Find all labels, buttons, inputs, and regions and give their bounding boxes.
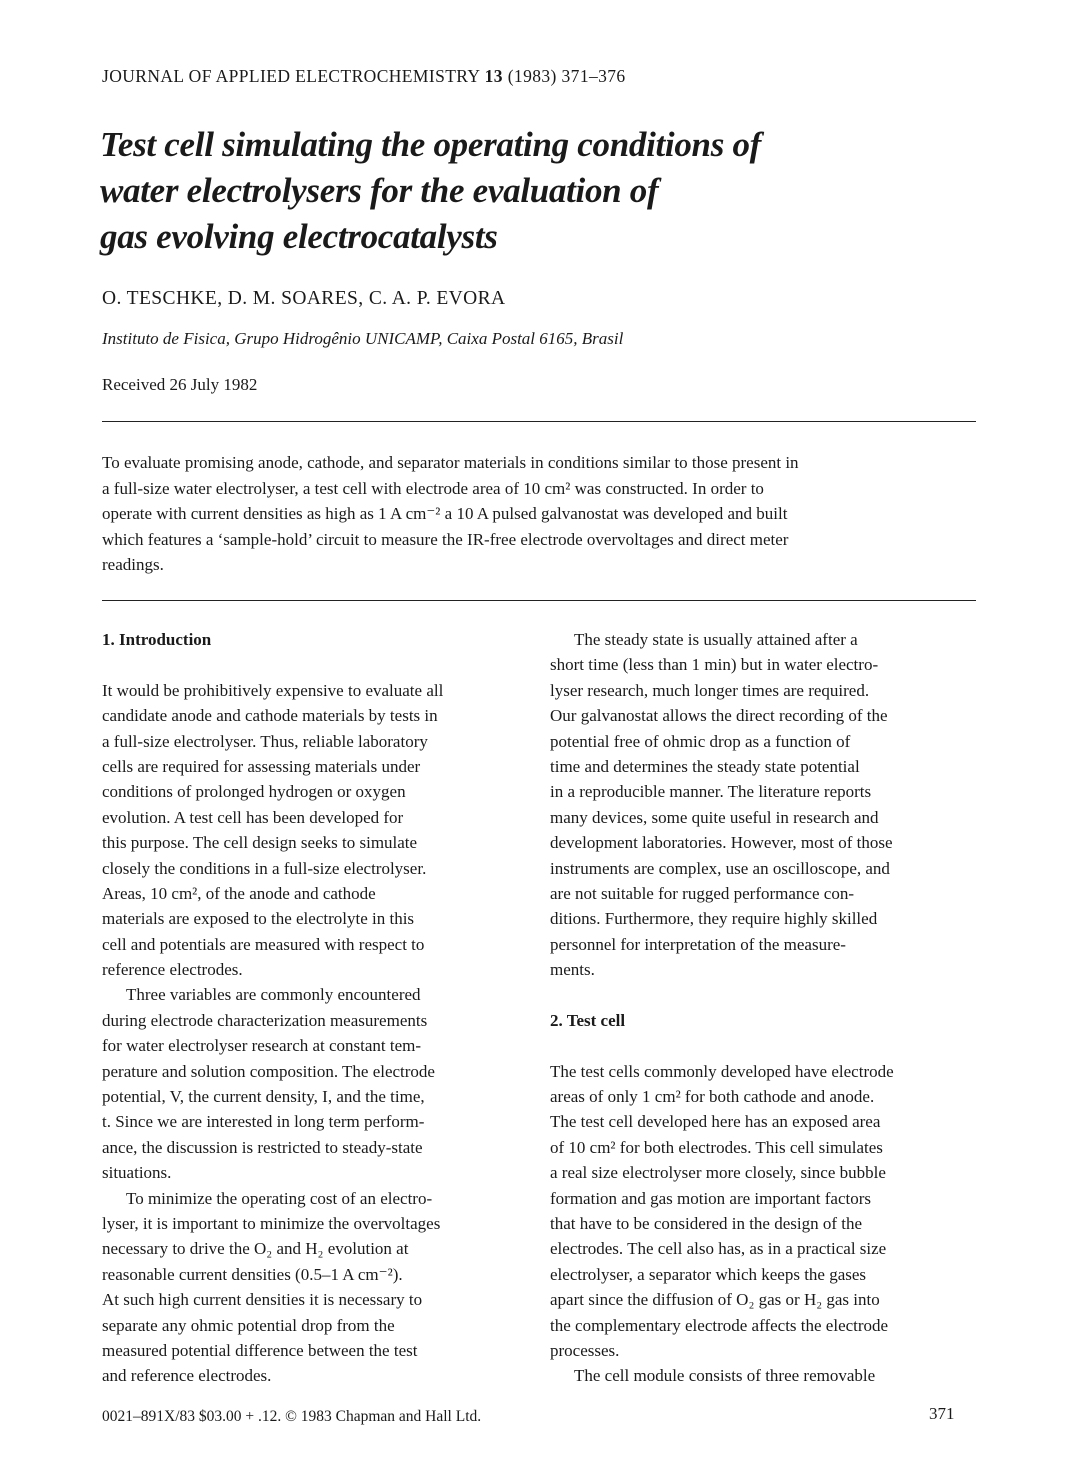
body-line: necessary to drive the O₂ and H₂ evolution at [102, 1239, 409, 1259]
left-column [102, 627, 522, 1389]
body-line: for water electrolyser research at constant tem- [102, 1036, 422, 1056]
body-line: reasonable current densities (0.5–1 A cm⁻²). [102, 1264, 403, 1284]
body-line: electrolyser, a separator which keeps the gases [550, 1264, 867, 1284]
journal-name: JOURNAL OF APPLIED ELECTROCHEMISTRY [102, 66, 480, 86]
body-line: To minimize the operating cost of an electro- [126, 1188, 433, 1208]
body-line: reference electrodes. [102, 960, 243, 980]
body-line: It would be prohibitively expensive to evaluate all [102, 680, 444, 700]
body-line: personnel for interpretation of the measure- [550, 934, 846, 954]
abstract-line: operate with current densities as high as 1 A cm⁻² a 10 A pulsed galvanostat was developed and built [102, 504, 788, 523]
body-line: the complementary electrode affects the electrode [550, 1315, 889, 1335]
title-line: gas evolving electrocatalysts [100, 217, 498, 256]
affiliation: Instituto de Fisica, Grupo Hidrogênio UNICAMP, Caixa Postal 6165, Brasil [102, 329, 624, 348]
body-line: Three variables are commonly encountered [126, 985, 421, 1005]
abstract [102, 450, 977, 578]
body-line: The test cell developed here has an exposed area [550, 1112, 881, 1132]
body-line: situations. [102, 1163, 172, 1183]
body-line: short time (less than 1 min) but in water electro- [550, 655, 879, 675]
body-line: instruments are complex, use an oscilloscope, and [550, 858, 890, 878]
received-date: Received 26 July 1982 [102, 375, 258, 394]
body-line: separate any ohmic potential drop from the [102, 1315, 395, 1335]
author-list: O. TESCHKE, D. M. SOARES, C. A. P. EVORA [102, 288, 506, 309]
body-line: electrodes. The cell also has, as in a practical size [550, 1239, 887, 1259]
journal-volume: 13 [484, 66, 503, 86]
body-line: a full-size electrolyser. Thus, reliable laboratory [102, 731, 428, 751]
body-line: At such high current densities it is necessary to [102, 1290, 423, 1310]
body-line: Our galvanostat allows the direct recording of the [550, 706, 888, 726]
section-heading-introduction: 1. Introduction [102, 630, 212, 649]
body-line: ments. [550, 960, 595, 980]
paper-title [100, 122, 1000, 260]
body-line: closely the conditions in a full-size electrolyser. [102, 858, 427, 878]
footer-copyright: 0021–891X/83 $03.00 + .12. © 1983 Chapman and Hall Ltd. [102, 1408, 482, 1425]
body-line: materials are exposed to the electrolyte in this [102, 909, 415, 929]
abstract-line: a full-size water electrolyser, a test cell with electrode area of 10 cm² was constructed. In order to [102, 478, 764, 498]
body-line: many devices, some quite useful in research and [550, 807, 879, 827]
abstract-line: To evaluate promising anode, cathode, and separator materials in conditions similar to those present in [102, 453, 799, 472]
body-line: development laboratories. However, most of those [550, 833, 893, 853]
body-line: cell and potentials are measured with respect to [102, 934, 425, 954]
body-line: conditions of prolonged hydrogen or oxygen [102, 782, 406, 802]
body-line: potential, V, the current density, I, and the time, [102, 1087, 425, 1107]
body-line: formation and gas motion are important factors [550, 1188, 872, 1208]
body-line: Areas, 10 cm², of the anode and cathode [102, 883, 376, 903]
body-line: candidate anode and cathode materials by tests in [102, 706, 438, 726]
journal-year-pages: (1983) 371–376 [507, 66, 626, 86]
title-line: Test cell simulating the operating conditions of [100, 125, 762, 164]
body-line: potential free of ohmic drop as a function of [550, 731, 851, 751]
body-line: evolution. A test cell has been developed for [102, 807, 404, 827]
body-line: The steady state is usually attained after a [574, 630, 858, 649]
body-line: during electrode characterization measurements [102, 1010, 428, 1030]
abstract-line: readings. [102, 555, 164, 574]
body-line: in a reproducible manner. The literature reports [550, 782, 872, 802]
body-line: lyser research, much longer times are required. [550, 680, 870, 700]
abstract-line: which features a ‘sample-hold’ circuit to measure the IR-free electrode overvoltages and direct meter [102, 529, 789, 549]
body-line: this purpose. The cell design seeks to simulate [102, 833, 418, 853]
body-line: cells are required for assessing materials under [102, 756, 421, 776]
body-line: ditions. Furthermore, they require highly skilled [550, 909, 878, 929]
journal-header [102, 66, 626, 87]
body-line: a real size electrolyser more closely, since bubble [550, 1163, 886, 1183]
body-line: of 10 cm² for both electrodes. This cell simulates [550, 1137, 883, 1157]
body-line: that have to be considered in the design of the [550, 1213, 863, 1233]
body-line: apart since the diffusion of O₂ gas or H₂ gas into [550, 1290, 880, 1310]
page-number: 371 [929, 1404, 955, 1423]
body-line: areas of only 1 cm² for both cathode and anode. [550, 1087, 875, 1107]
body-line: are not suitable for rugged performance con- [550, 883, 854, 903]
body-line: The cell module consists of three removable [574, 1366, 876, 1386]
body-line: t. Since we are interested in long term perform- [102, 1112, 425, 1132]
body-line: ance, the discussion is restricted to steady-state [102, 1137, 423, 1157]
title-line: water electrolysers for the evaluation of [100, 171, 659, 210]
body-line: time and determines the steady state potential [550, 756, 860, 776]
right-column [550, 627, 975, 1389]
body-line: and reference electrodes. [102, 1366, 272, 1386]
body-line: lyser, it is important to minimize the overvoltages [102, 1213, 441, 1233]
abstract-bottom-rule [102, 600, 976, 601]
body-line: perature and solution composition. The electrode [102, 1061, 435, 1081]
body-line: measured potential difference between the test [102, 1340, 418, 1360]
abstract-top-rule [102, 421, 976, 422]
body-line: processes. [550, 1340, 620, 1360]
body-line: The test cells commonly developed have electrode [550, 1061, 894, 1081]
section-heading-test-cell: 2. Test cell [550, 1010, 626, 1030]
